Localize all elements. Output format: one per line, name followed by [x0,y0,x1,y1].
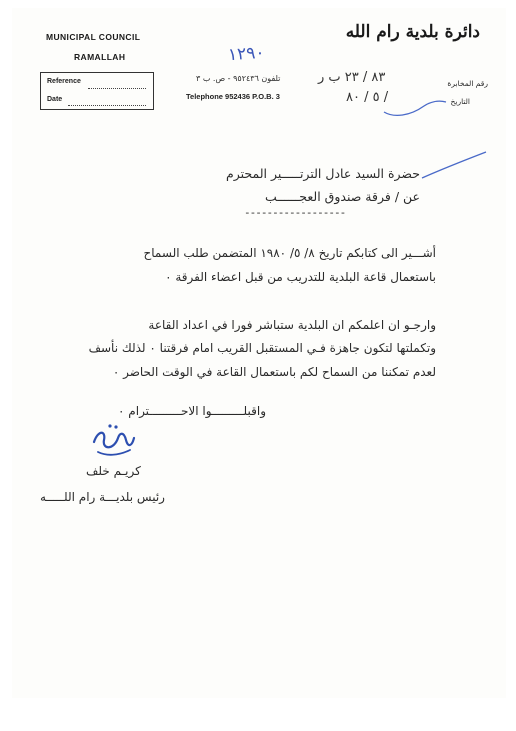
reference-label: Reference [47,78,81,85]
paragraph1-line1: أشـــير الى كتابكم تاريخ ٨/ ٥/ ١٩٨٠ المتضمن طلب السماح [143,246,436,260]
pen-mark-addressee [420,148,490,182]
ref-number-label-arabic: رقم المخابرة [447,79,488,88]
paragraph1-line2: باستعمال قاعة البلدية للتدريب من قبل اعضاء الفرقة ٠ [165,270,436,284]
paragraph2-line3: لعدم تمكننا من السماح لكم باستعمال القاعة في الوقت الحاضر ٠ [112,365,436,379]
council-name-arabic: دائرة بلدية رام الله [345,22,480,42]
subject-line: عن / فرقة صندوق العجــــــب [265,189,420,204]
signer-name: كريـم خلف [86,464,141,478]
city-name-english: RAMALLAH [74,52,126,62]
pen-mark-date [380,92,450,122]
closing-line: واقبلـــــــــوا الاحـــــــــترام ٠ [118,404,266,418]
paragraph2-line2: وتكملتها لتكون جاهزة فـي المستقبل القريب امام فرقتنا ٠ لذلك نأسف [88,341,436,355]
date-value-arabic: / ٥ / ٨٠ [346,90,389,105]
date-label: Date [47,96,63,103]
addressee-line: حضرة السيد عادل الترتـــــير المحترم [226,166,420,181]
signer-title: رئيس بلديـــة رام اللـــــه [40,490,165,504]
paragraph2-line1: وارجـو ان اعلمكم ان البلدية ستباشر فورا في اعداد القاعة [148,318,436,332]
date-label-arabic: التاريخ [450,97,470,106]
reference-dotted-line [88,88,146,89]
handwritten-signature [84,420,140,460]
telephone-english: Telephone 952436 P.O.B. 3 [186,92,280,101]
council-name-english: MUNICIPAL COUNCIL [46,32,141,42]
ref-number-value: ٨٣ / ٢٣ ب ر [318,70,386,85]
telephone-arabic: تلفون ٩٥٢٤٣٦ - ص. ب ٣ [196,74,281,83]
subject-underline: ------------------ [244,206,346,219]
handwritten-number: ١٢٩٠ [227,42,266,66]
date-dotted-line [68,105,146,106]
